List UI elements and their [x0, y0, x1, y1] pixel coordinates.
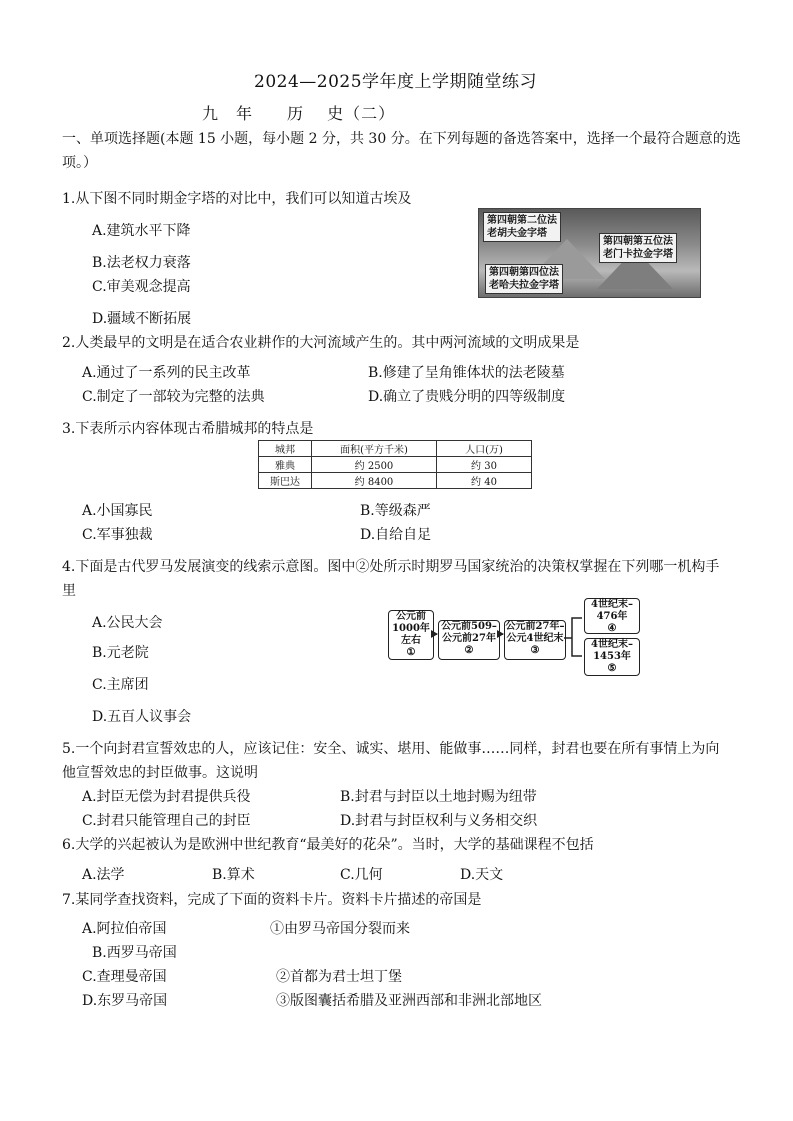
- question-6-option-d[interactable]: D.天文: [460, 867, 504, 883]
- page-subtitle: 九 年 历 史（二）: [202, 104, 396, 123]
- photo-label-menkaure: 第四朝第五位法 老门卡拉金字塔: [599, 233, 677, 263]
- timeline-node-label: 公元前 1000年 左右: [392, 611, 430, 646]
- timeline-node-1: [388, 610, 434, 660]
- question-3-option-c[interactable]: C.军事独裁: [82, 527, 153, 543]
- table-header: 城邦: [259, 441, 312, 457]
- question-7-option-c[interactable]: C.查理曼帝国: [82, 969, 167, 985]
- table-cell: 约 2500: [312, 457, 437, 473]
- timeline-node-4: [584, 598, 640, 634]
- timeline-node-label: 公元前509– 公元前27年: [441, 621, 497, 644]
- question-2-option-d[interactable]: D.确立了贵贱分明的四等级制度: [368, 389, 566, 405]
- info-card-line3: ③版图囊括希腊及亚洲西部和非洲北部地区: [276, 993, 542, 1009]
- question-2-stem: 2.人类最早的文明是在适合农业耕作的大河流域产生的。其中两河流域的文明成果是: [62, 335, 580, 351]
- question-5-stem-line2: 他宣誓效忠的封臣做事。这说明: [62, 765, 258, 781]
- table-row: [259, 457, 532, 473]
- timeline-node-number: ④: [607, 623, 617, 634]
- question-2-option-a[interactable]: A.通过了一系列的民主改革: [82, 365, 251, 381]
- timeline-node-number: ①: [406, 647, 416, 658]
- timeline-node-label: 4世纪末– 1453年: [591, 639, 633, 662]
- question-6-option-b[interactable]: B.算术: [212, 867, 255, 883]
- question-7-stem: 7.某同学查找资料，完成了下面的资料卡片。资料卡片描述的帝国是: [62, 892, 482, 908]
- question-4-option-d[interactable]: D.五百人议事会: [92, 709, 192, 725]
- question-5-option-b[interactable]: B.封君与封臣以土地封赐为纽带: [340, 789, 537, 805]
- timeline-node-label: 公元前27年– 公元4世纪末: [505, 621, 565, 644]
- question-1-option-b[interactable]: B.法老权力衰落: [92, 255, 191, 271]
- question-2-option-b[interactable]: B.修建了呈角锥体状的法老陵墓: [368, 365, 565, 381]
- question-6-option-a[interactable]: A.法学: [82, 867, 125, 883]
- table-cell: 约 8400: [312, 473, 437, 489]
- question-1-option-d[interactable]: D.疆域不断拓展: [92, 311, 192, 327]
- page-title: 2024—2025学年度上学期随堂练习: [254, 72, 538, 92]
- question-4-stem-line1: 4.下面是古代罗马发展演变的线索示意图。图中②处所示时期罗马国家统治的决策权掌握在下列哪一机构手: [62, 559, 720, 575]
- question-3-stem: 3.下表所示内容体现古希腊城邦的特点是: [62, 421, 314, 437]
- question-6-stem: 6.大学的兴起被认为是欧洲中世纪教育“最美好的花朵”。当时，大学的基础课程不包括: [62, 837, 594, 853]
- timeline-node-number: ③: [530, 645, 540, 656]
- timeline-branch-arrows: [564, 604, 584, 670]
- timeline-node-5: [584, 638, 640, 676]
- pyramid-photo: [478, 208, 701, 298]
- question-4-stem-line2: 里: [62, 583, 76, 599]
- question-3-option-d[interactable]: D.自给自足: [360, 527, 432, 543]
- question-4-option-a[interactable]: A.公民大会: [92, 615, 163, 631]
- table-cell: 约 30: [437, 457, 532, 473]
- question-7-option-b[interactable]: B.西罗马帝国: [92, 945, 177, 961]
- table-cell: 约 40: [437, 473, 532, 489]
- question-4-option-c[interactable]: C.主席团: [92, 677, 149, 693]
- timeline-node-number: ②: [464, 645, 474, 656]
- question-7-option-a[interactable]: A.阿拉伯帝国: [82, 921, 167, 937]
- timeline-node-label: 4世纪末– 476年: [591, 599, 633, 622]
- question-5-option-a[interactable]: A.封臣无偿为封君提供兵役: [82, 789, 251, 805]
- question-1-stem: 1.从下图不同时期金字塔的对比中，我们可以知道古埃及: [62, 191, 412, 207]
- timeline-arrow: [433, 634, 437, 635]
- section-instructions-line1: 一、单项选择题(本题 15 小题，每小题 2 分，共 30 分。在下列每题的备选答案中，选择一个最符合题意的选: [62, 131, 741, 147]
- question-5-option-c[interactable]: C.封君只能管理自己的封臣: [82, 813, 251, 829]
- question-3-option-a[interactable]: A.小国寡民: [82, 503, 153, 519]
- question-2-option-c[interactable]: C.制定了一部较为完整的法典: [82, 389, 265, 405]
- table-header-row: [259, 441, 532, 457]
- table-row: [259, 473, 532, 489]
- question-3-option-b[interactable]: B.等级森严: [360, 503, 431, 519]
- photo-label-khafre: 第四朝第四位法 老哈夫拉金字塔: [485, 264, 563, 294]
- timeline-node-number: ⑤: [607, 663, 617, 674]
- timeline-arrow: [499, 634, 503, 635]
- section-instructions-line2: 项。）: [62, 155, 97, 171]
- question-6-option-c[interactable]: C.几何: [340, 867, 383, 883]
- table-header: 人口(万): [437, 441, 532, 457]
- question-1-option-c[interactable]: C.审美观念提高: [92, 279, 191, 295]
- question-4-option-b[interactable]: B.元老院: [92, 645, 149, 661]
- table-header: 面积(平方千米): [312, 441, 437, 457]
- timeline-node-2: [438, 620, 500, 660]
- city-state-table: [258, 440, 532, 489]
- question-1-option-a[interactable]: A.建筑水平下降: [92, 223, 191, 239]
- info-card-line1: ①由罗马帝国分裂而来: [270, 921, 410, 937]
- question-5-stem-line1: 5.一个向封君宣誓效忠的人，应该记住：安全、诚实、堪用、能做事……同样，封君也要在所有事情上为向: [62, 741, 720, 757]
- timeline-node-3: [504, 620, 566, 660]
- question-5-option-d[interactable]: D.封君与封臣权利与义务相交织: [340, 813, 538, 829]
- question-7-option-d[interactable]: D.东罗马帝国: [82, 993, 168, 1009]
- table-cell: 斯巴达: [259, 473, 312, 489]
- info-card-line2: ②首都为君士坦丁堡: [276, 969, 402, 985]
- table-cell: 雅典: [259, 457, 312, 473]
- photo-label-khufu: 第四朝第二位法 老胡夫金字塔: [483, 212, 561, 242]
